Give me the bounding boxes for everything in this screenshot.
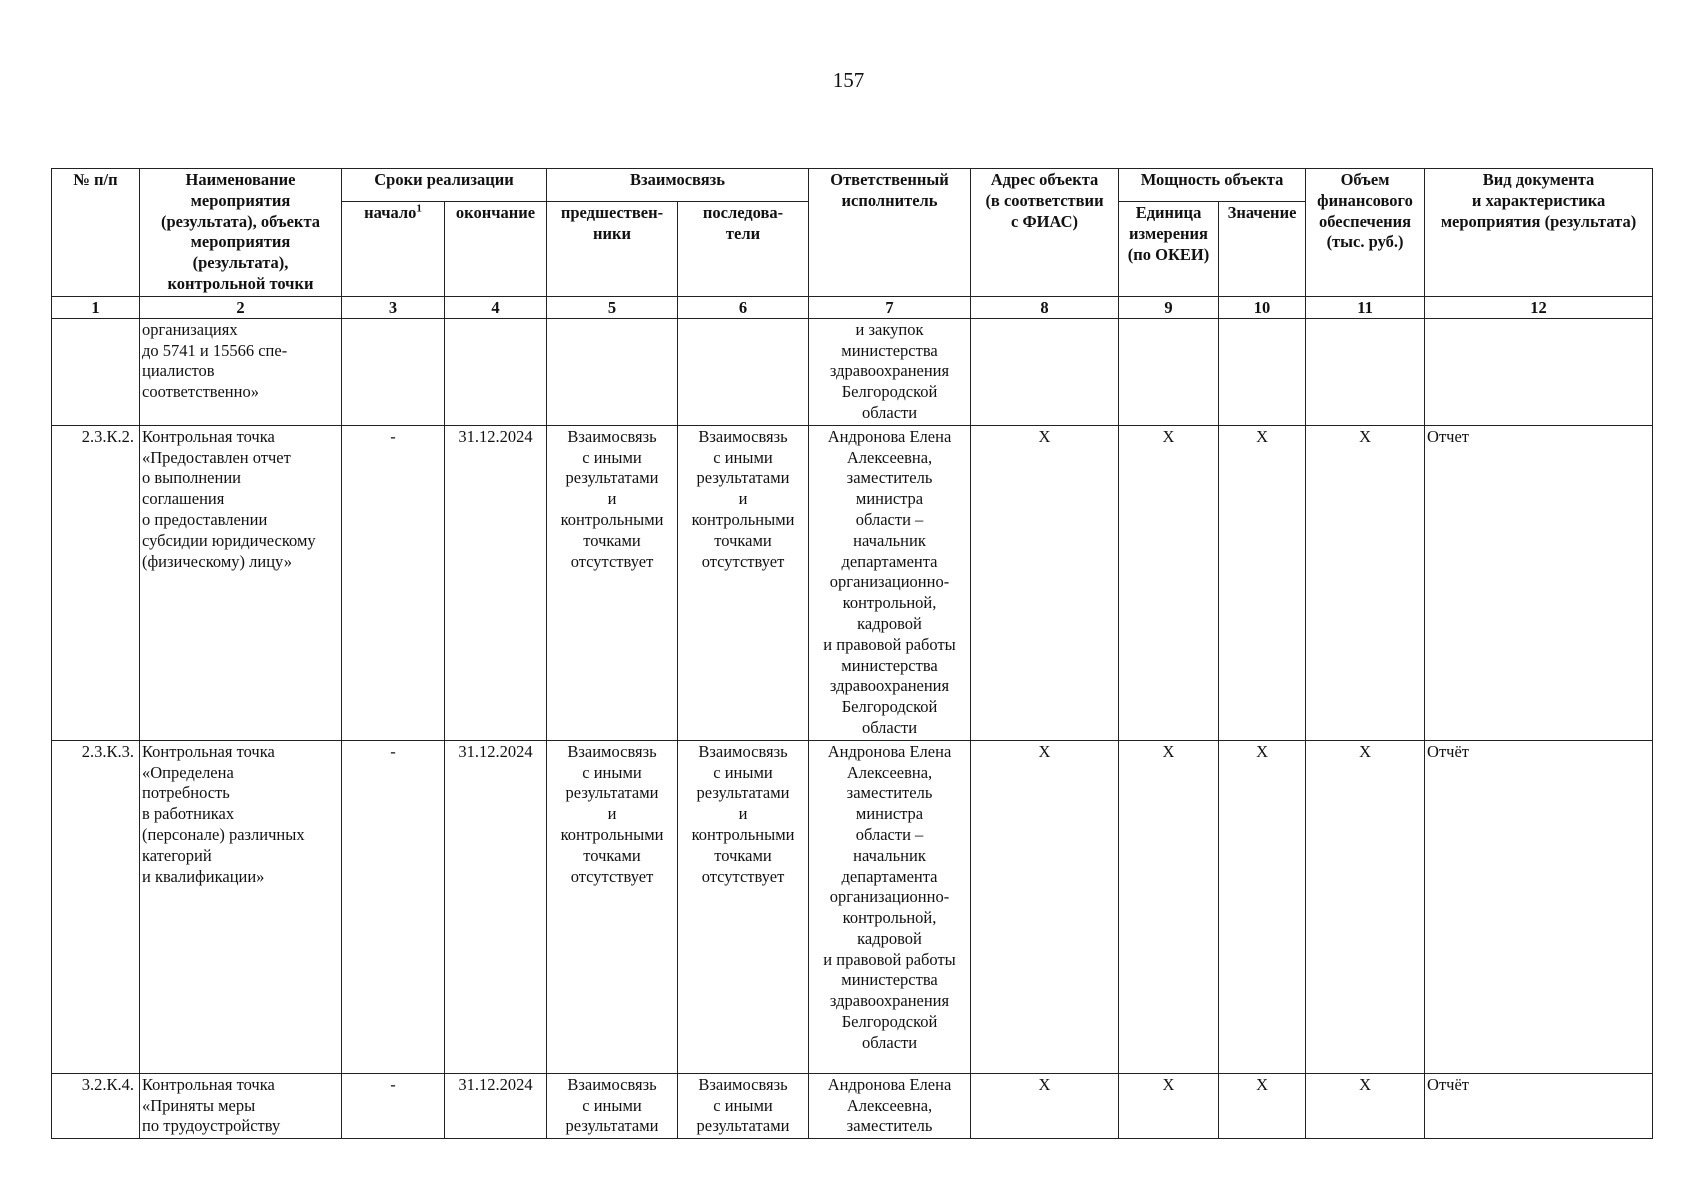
row-end bbox=[445, 318, 547, 425]
column-numbers-row bbox=[52, 296, 1653, 318]
row-address: Х bbox=[971, 425, 1119, 740]
page-number: 157 bbox=[832, 68, 865, 92]
header-value: Значение bbox=[1219, 202, 1306, 297]
row-name: Контрольная точка «Определена потребность в работниках (персонале) различных категорий и квалификации» bbox=[140, 740, 342, 1073]
col-number: 11 bbox=[1306, 296, 1425, 318]
header-unit: Единица измерения (по ОКЕИ) bbox=[1119, 202, 1219, 297]
row-doc: Отчёт bbox=[1425, 1073, 1653, 1138]
footnote-mark: 1 bbox=[416, 202, 422, 215]
col-number: 9 bbox=[1119, 296, 1219, 318]
col-number: 6 bbox=[678, 296, 809, 318]
row-unit: Х bbox=[1119, 425, 1219, 740]
row-name: Контрольная точка «Предоставлен отчет о выполнении соглашения о предоставлении субсидии юридическому (физическому) лицу» bbox=[140, 425, 342, 740]
table-row bbox=[52, 1073, 1653, 1138]
row-value bbox=[1219, 318, 1306, 425]
row-num: 2.3.К.2. bbox=[52, 425, 140, 740]
row-name: Контрольная точка «Приняты меры по трудоустройству bbox=[140, 1073, 342, 1138]
row-value: Х bbox=[1219, 425, 1306, 740]
col-number: 12 bbox=[1425, 296, 1653, 318]
row-end: 31.12.2024 bbox=[445, 425, 547, 740]
row-num bbox=[52, 318, 140, 425]
table-row bbox=[52, 740, 1653, 1073]
row-doc: Отчёт bbox=[1425, 740, 1653, 1073]
row-successors bbox=[678, 318, 809, 425]
header-address: Адрес объекта (в соответствии с ФИАС) bbox=[971, 169, 1119, 297]
row-finance bbox=[1306, 318, 1425, 425]
row-value: Х bbox=[1219, 740, 1306, 1073]
header-row-top bbox=[52, 169, 1653, 202]
row-unit bbox=[1119, 318, 1219, 425]
header-responsible: Ответственный исполнитель bbox=[809, 169, 971, 297]
row-responsible: Андронова Елена Алексеевна, заместитель bbox=[809, 1073, 971, 1138]
header-start-label: начало bbox=[364, 203, 417, 223]
row-unit: Х bbox=[1119, 1073, 1219, 1138]
row-address bbox=[971, 318, 1119, 425]
row-successors: Взаимосвязь с иными результатами и контрольными точками отсутствует bbox=[678, 425, 809, 740]
col-number: 2 bbox=[140, 296, 342, 318]
col-number: 3 bbox=[342, 296, 445, 318]
row-end: 31.12.2024 bbox=[445, 1073, 547, 1138]
row-predecessors: Взаимосвязь с иными результатами и контрольными точками отсутствует bbox=[547, 740, 678, 1073]
header-end: окончание bbox=[445, 202, 547, 297]
row-finance: Х bbox=[1306, 740, 1425, 1073]
row-doc bbox=[1425, 318, 1653, 425]
row-start bbox=[342, 318, 445, 425]
table-row bbox=[52, 425, 1653, 740]
row-predecessors: Взаимосвязь с иными результатами и контрольными точками отсутствует bbox=[547, 425, 678, 740]
row-end: 31.12.2024 bbox=[445, 740, 547, 1073]
row-address: Х bbox=[971, 740, 1119, 1073]
row-predecessors bbox=[547, 318, 678, 425]
row-predecessors: Взаимосвязь с иными результатами bbox=[547, 1073, 678, 1138]
table-row bbox=[52, 318, 1653, 425]
col-number: 1 bbox=[52, 296, 140, 318]
row-unit: Х bbox=[1119, 740, 1219, 1073]
row-start: - bbox=[342, 425, 445, 740]
header-doc: Вид документа и характеристика мероприятия (результата) bbox=[1425, 169, 1653, 297]
header-terms: Сроки реализации bbox=[342, 169, 547, 202]
header-successors: последова- тели bbox=[678, 202, 809, 297]
implementation-plan-table bbox=[51, 168, 1653, 1139]
row-finance: Х bbox=[1306, 425, 1425, 740]
row-successors: Взаимосвязь с иными результатами и контрольными точками отсутствует bbox=[678, 740, 809, 1073]
col-number: 5 bbox=[547, 296, 678, 318]
header-capacity: Мощность объекта bbox=[1119, 169, 1306, 202]
col-number: 8 bbox=[971, 296, 1119, 318]
row-responsible: Андронова Елена Алексеевна, заместитель министра области – начальник департамента организационно- контрольной, кадровой и правовой работы министерства здравоохранения Белгородской области bbox=[809, 425, 971, 740]
header-finance: Объем финансового обеспечения (тыс. руб.) bbox=[1306, 169, 1425, 297]
header-num: № п/п bbox=[52, 169, 140, 297]
row-start: - bbox=[342, 740, 445, 1073]
header-name: Наименование мероприятия (результата), объекта мероприятия (результата), контрольной точки bbox=[140, 169, 342, 297]
col-number: 7 bbox=[809, 296, 971, 318]
col-number: 4 bbox=[445, 296, 547, 318]
row-responsible: и закупок министерства здравоохранения Белгородской области bbox=[809, 318, 971, 425]
header-start bbox=[342, 202, 445, 297]
row-start: - bbox=[342, 1073, 445, 1138]
row-num: 2.3.К.3. bbox=[52, 740, 140, 1073]
row-finance: Х bbox=[1306, 1073, 1425, 1138]
row-successors: Взаимосвязь с иными результатами bbox=[678, 1073, 809, 1138]
row-address: Х bbox=[971, 1073, 1119, 1138]
row-responsible: Андронова Елена Алексеевна, заместитель министра области – начальник департамента организационно- контрольной, кадровой и правовой работы министерства здравоохранения Белгородской области bbox=[809, 740, 971, 1073]
row-name: организациях до 5741 и 15566 спе- циалистов соответственно» bbox=[140, 318, 342, 425]
row-value: Х bbox=[1219, 1073, 1306, 1138]
col-number: 10 bbox=[1219, 296, 1306, 318]
row-doc: Отчет bbox=[1425, 425, 1653, 740]
header-predecessors: предшествен- ники bbox=[547, 202, 678, 297]
header-relation: Взаимосвязь bbox=[547, 169, 809, 202]
row-num: 3.2.К.4. bbox=[52, 1073, 140, 1138]
